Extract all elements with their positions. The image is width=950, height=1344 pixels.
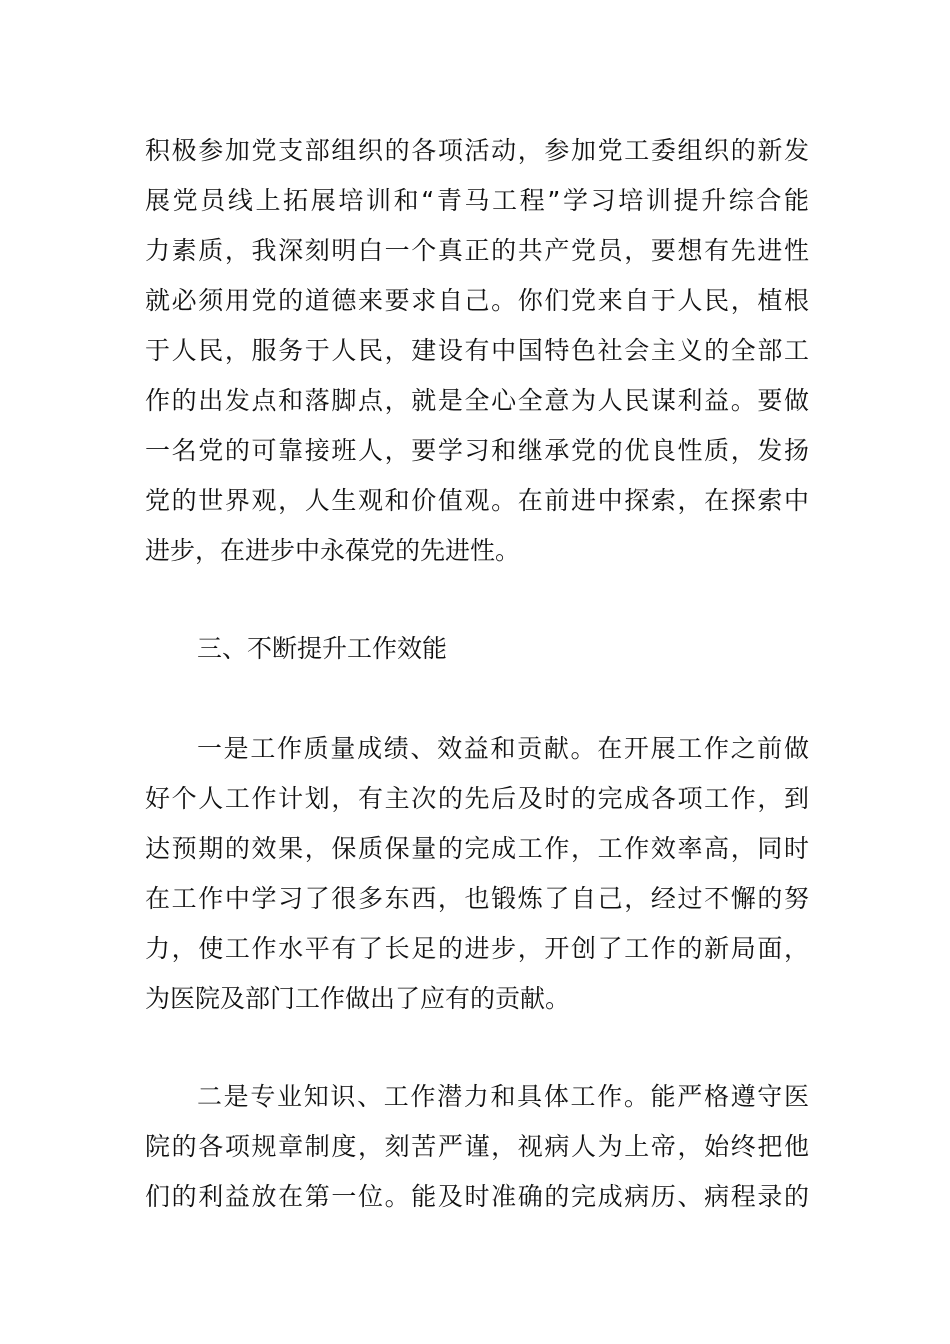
paragraph-line: 院的各项规章制度，刻苦严谨，视病人为上帝，始终把他 <box>145 1132 809 1161</box>
paragraph-line: 就必须用党的道德来要求自己。你们党来自于人民，植根 <box>145 286 809 315</box>
paragraph-line: 于人民，服务于人民，建设有中国特色社会主义的全部工 <box>145 336 809 365</box>
paragraph-line: 一名党的可靠接班人，要学习和继承党的优良性质，发扬 <box>145 436 809 465</box>
paragraph-line: 党的世界观，人生观和价值观。在前进中探索，在探索中 <box>145 486 809 515</box>
paragraph-line: 在工作中学习了很多东西，也锻炼了自己，经过不懈的努 <box>145 884 809 913</box>
paragraph-line: 进步，在进步中永葆党的先进性。 <box>145 536 521 565</box>
paragraph-line: 作的出发点和落脚点，就是全心全意为人民谋利益。要做 <box>145 386 809 415</box>
paragraph-line: 展党员线上拓展培训和“青马工程”学习培训提升综合能 <box>145 186 809 215</box>
paragraph-line: 一是工作质量成绩、效益和贡献。在开展工作之前做 <box>197 734 809 763</box>
paragraph-line: 好个人工作计划，有主次的先后及时的完成各项工作，到 <box>145 784 809 813</box>
paragraph-line: 二是专业知识、工作潜力和具体工作。能严格遵守医 <box>197 1082 809 1111</box>
section-heading: 三、不断提升工作效能 <box>197 634 448 663</box>
paragraph-1 <box>145 126 809 576</box>
paragraph-line: 积极参加党支部组织的各项活动，参加党工委组织的新发 <box>145 136 809 165</box>
paragraph-2 <box>145 724 809 1024</box>
paragraph-3 <box>145 1072 809 1222</box>
paragraph-line: 达预期的效果，保质保量的完成工作，工作效率高，同时 <box>145 834 809 863</box>
paragraph-line: 力素质，我深刻明白一个真正的共产党员，要想有先进性 <box>145 236 809 265</box>
paragraph-line: 为医院及部门工作做出了应有的贡献。 <box>145 984 571 1013</box>
paragraph-line: 力，使工作水平有了长足的进步，开创了工作的新局面， <box>145 934 809 963</box>
paragraph-line: 们的利益放在第一位。能及时准确的完成病历、病程录的 <box>145 1182 809 1211</box>
